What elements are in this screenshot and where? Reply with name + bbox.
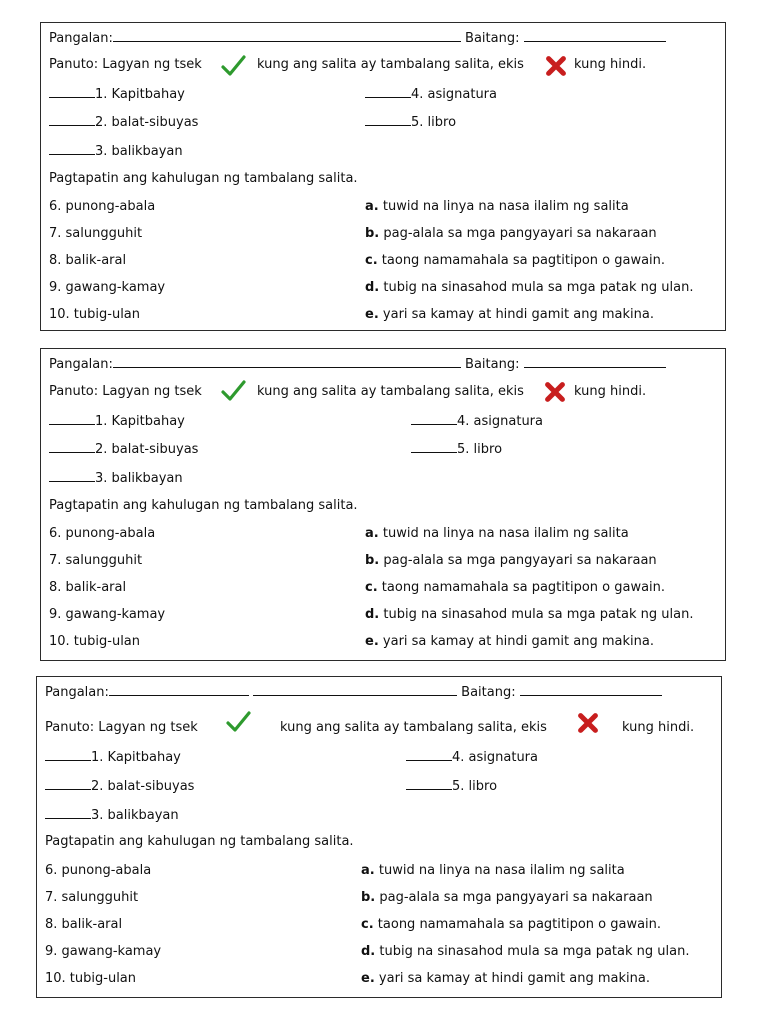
answer-blank[interactable] xyxy=(411,412,457,425)
worksheet-card-2 xyxy=(40,348,726,661)
match-item-7: 7. salungguhit xyxy=(49,553,143,568)
answer-blank[interactable] xyxy=(45,777,91,790)
answer-blank[interactable] xyxy=(365,113,411,126)
grade-label: Baitang: xyxy=(465,31,520,46)
match-item-7: 7. salungguhit xyxy=(45,890,139,905)
cross-icon xyxy=(543,380,567,404)
name-blank[interactable] xyxy=(113,355,461,368)
match-item-10: 10. tubig-ulan xyxy=(45,971,137,986)
name-row xyxy=(49,355,666,373)
cross-icon xyxy=(576,711,600,735)
panuto-text-1: Panuto: Lagyan ng tsek xyxy=(49,384,202,399)
match-item-7: 7. salungguhit xyxy=(49,226,143,241)
answer-blank[interactable] xyxy=(411,440,457,453)
answer-blank[interactable] xyxy=(45,806,91,819)
choice-a: a. tuwid na linya na nasa ilalim ng salita xyxy=(365,526,629,541)
item-5: 5. libro xyxy=(365,113,456,131)
choice-c: c. taong namamahala sa pagtitipon o gawain. xyxy=(361,917,662,932)
grade-blank[interactable] xyxy=(520,683,662,696)
name-label: Pangalan: xyxy=(49,31,113,46)
match-item-6: 6. punong-abala xyxy=(49,199,156,214)
answer-blank[interactable] xyxy=(49,142,95,155)
choice-c: c. taong namamahala sa pagtitipon o gawain. xyxy=(365,580,666,595)
panuto-text-2: kung ang salita ay tambalang salita, ekis xyxy=(257,57,524,72)
choice-b: b. pag-alala sa mga pangyayari sa nakaraan xyxy=(365,226,657,241)
answer-blank[interactable] xyxy=(45,748,91,761)
item-4: 4. asignatura xyxy=(406,748,538,766)
panuto-text-2: kung ang salita ay tambalang salita, ekis xyxy=(280,720,547,735)
cross-icon xyxy=(544,54,568,78)
grade-label: Baitang: xyxy=(461,685,516,700)
item-3: 3. balikbayan xyxy=(49,469,183,487)
match-item-9: 9. gawang-kamay xyxy=(49,280,166,295)
worksheet-card-3 xyxy=(36,676,722,998)
item-4: 4. asignatura xyxy=(411,412,543,430)
choice-e: e. yari sa kamay at hindi gamit ang makina. xyxy=(365,634,654,649)
answer-blank[interactable] xyxy=(365,85,411,98)
name-blank-2[interactable] xyxy=(253,683,457,696)
name-label: Pangalan: xyxy=(49,357,113,372)
match-item-8: 8. balik-aral xyxy=(45,917,123,932)
name-label: Pangalan: xyxy=(45,685,109,700)
match-prompt: Pagtapatin ang kahulugan ng tambalang salita. xyxy=(49,498,358,513)
item-5: 5. libro xyxy=(406,777,497,795)
match-item-6: 6. punong-abala xyxy=(45,863,152,878)
panuto-text-2: kung ang salita ay tambalang salita, ekis xyxy=(257,384,524,399)
choice-b: b. pag-alala sa mga pangyayari sa nakaraan xyxy=(365,553,657,568)
panuto-text-1: Panuto: Lagyan ng tsek xyxy=(49,57,202,72)
name-row xyxy=(49,29,666,47)
grade-label: Baitang: xyxy=(465,357,520,372)
grade-blank[interactable] xyxy=(524,355,666,368)
item-1: 1. Kapitbahay xyxy=(49,85,185,103)
choice-c: c. taong namamahala sa pagtitipon o gawain. xyxy=(365,253,666,268)
match-item-6: 6. punong-abala xyxy=(49,526,156,541)
check-icon xyxy=(220,53,246,79)
item-2: 2. balat-sibuyas xyxy=(45,777,194,795)
answer-blank[interactable] xyxy=(49,113,95,126)
match-item-8: 8. balik-aral xyxy=(49,253,127,268)
choice-d: d. tubig na sinasahod mula sa mga patak ng ulan. xyxy=(361,944,690,959)
item-5: 5. libro xyxy=(411,440,502,458)
panuto-text-1: Panuto: Lagyan ng tsek xyxy=(45,720,198,735)
item-1: 1. Kapitbahay xyxy=(45,748,181,766)
answer-blank[interactable] xyxy=(49,469,95,482)
name-row xyxy=(45,683,662,701)
choice-e: e. yari sa kamay at hindi gamit ang makina. xyxy=(361,971,650,986)
check-icon xyxy=(225,709,251,735)
match-item-9: 9. gawang-kamay xyxy=(49,607,166,622)
item-1: 1. Kapitbahay xyxy=(49,412,185,430)
match-item-9: 9. gawang-kamay xyxy=(45,944,162,959)
match-item-8: 8. balik-aral xyxy=(49,580,127,595)
choice-d: d. tubig na sinasahod mula sa mga patak ng ulan. xyxy=(365,280,694,295)
choice-d: d. tubig na sinasahod mula sa mga patak ng ulan. xyxy=(365,607,694,622)
check-icon xyxy=(220,378,246,404)
panuto-text-3: kung hindi. xyxy=(574,57,647,72)
answer-blank[interactable] xyxy=(406,777,452,790)
answer-blank[interactable] xyxy=(49,412,95,425)
answer-blank[interactable] xyxy=(406,748,452,761)
item-2: 2. balat-sibuyas xyxy=(49,440,198,458)
choice-a: a. tuwid na linya na nasa ilalim ng salita xyxy=(365,199,629,214)
match-prompt: Pagtapatin ang kahulugan ng tambalang salita. xyxy=(49,171,358,186)
item-3: 3. balikbayan xyxy=(49,142,183,160)
choice-a: a. tuwid na linya na nasa ilalim ng salita xyxy=(361,863,625,878)
item-4: 4. asignatura xyxy=(365,85,497,103)
instructions-row xyxy=(49,57,202,73)
panuto-text-3: kung hindi. xyxy=(574,384,647,399)
choice-e: e. yari sa kamay at hindi gamit ang makina. xyxy=(365,307,654,322)
answer-blank[interactable] xyxy=(49,85,95,98)
match-item-10: 10. tubig-ulan xyxy=(49,634,141,649)
match-item-10: 10. tubig-ulan xyxy=(49,307,141,322)
worksheet-card-1 xyxy=(40,22,726,331)
name-blank[interactable] xyxy=(109,683,249,696)
panuto-text-3: kung hindi. xyxy=(622,720,695,735)
answer-blank[interactable] xyxy=(49,440,95,453)
item-2: 2. balat-sibuyas xyxy=(49,113,198,131)
grade-blank[interactable] xyxy=(524,29,666,42)
choice-b: b. pag-alala sa mga pangyayari sa nakaraan xyxy=(361,890,653,905)
name-blank[interactable] xyxy=(113,29,461,42)
match-prompt: Pagtapatin ang kahulugan ng tambalang salita. xyxy=(45,834,354,849)
item-3: 3. balikbayan xyxy=(45,806,179,824)
